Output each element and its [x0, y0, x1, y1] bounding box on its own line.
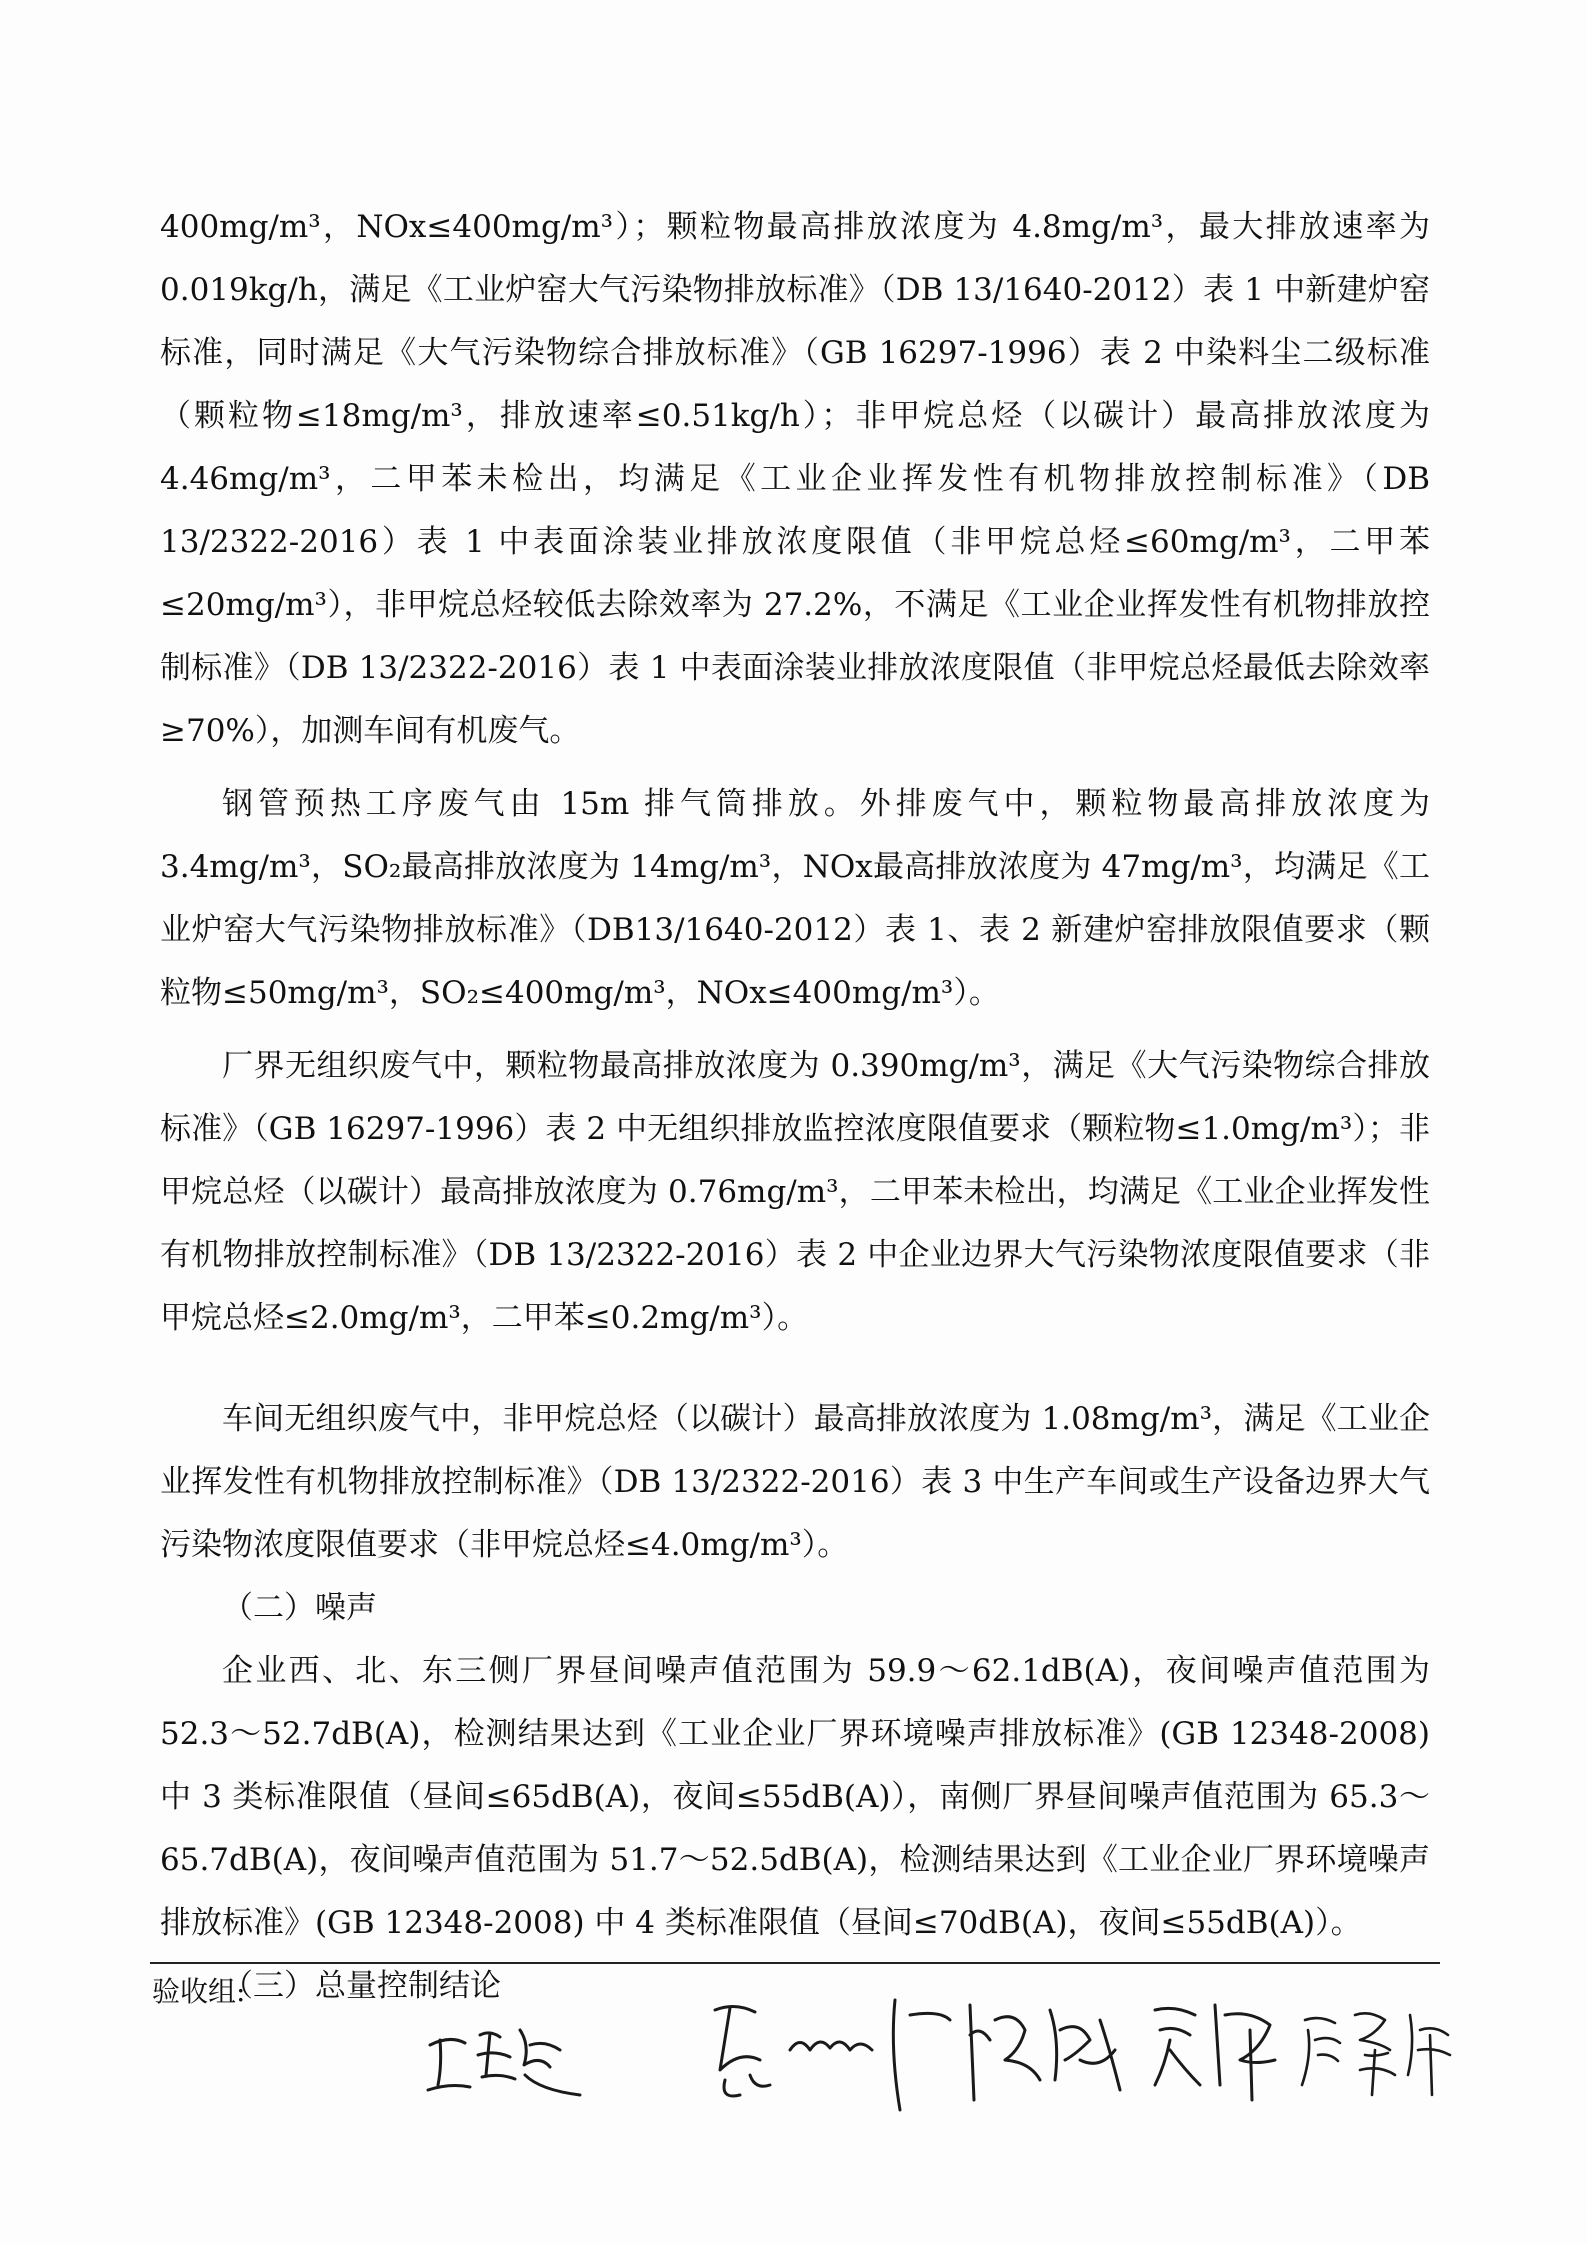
document-body	[160, 196, 1430, 2018]
section-heading-total-control: （三）总量控制结论	[222, 1968, 501, 2004]
signature-2	[700, 1990, 960, 2120]
signature-area	[400, 1985, 1460, 2135]
signature-5	[1290, 1995, 1460, 2105]
paragraph-boundary-fugitive: 厂界无组织废气中，颗粒物最高排放浓度为 0.390mg/m³，满足《大气污染物综合排放标准》（GB 16297-1996）表 2 中无组织排放监控浓度限值要求（颗粒物≤1.0mg/m³）；非甲烷总烃（以碳计）最高排放浓度为 0.76mg/m³，二甲苯未检出，均满足《工业企业挥发性有机物排放控制标准》（DB 13/2322-2016）表 2 中企业边界大气污染物浓度限值要求（非甲烷总烃≤2.0mg/m³，二甲苯≤0.2mg/m³）。	[160, 1048, 1430, 1336]
section-heading-noise: （二）噪声	[222, 1590, 377, 1626]
paragraph-continued: 400mg/m³，NOx≤400mg/m³）；颗粒物最高排放浓度为 4.8mg/m³，最大排放速率为 0.019kg/h，满足《工业炉窑大气污染物排放标准》（DB 13/1640-2012）表 1 中新建炉窑标准，同时满足《大气污染物综合排放标准》（GB 16297-1996）表 2 中染料尘二级标准（颗粒物≤18mg/m³，排放速率≤0.51kg/h）；非甲烷总烃（以碳计）最高排放浓度为 4.46mg/m³，二甲苯未检出，均满足《工业企业挥发性有机物排放控制标准》（DB 13/2322-2016）表 1 中表面涂装业排放浓度限值（非甲烷总烃≤60mg/m³，二甲苯≤20mg/m³），非甲烷总烃较低去除效率为 27.2%，不满足《工业企业挥发性有机物排放控制标准》（DB 13/2322-2016）表 1 中表面涂装业排放浓度限值（非甲烷总烃最低去除效率≥70%），加测车间有机废气。	[160, 209, 1430, 749]
paragraph-noise: 企业西、北、东三侧厂界昼间噪声值范围为 59.9～62.1dB(A)，夜间噪声值范围为 52.3～52.7dB(A)，检测结果达到《工业企业厂界环境噪声排放标准》(GB 12348-2008)中 3 类标准限值（昼间≤65dB(A)，夜间≤55dB(A)），南侧厂界昼间噪声值范围为 65.3～65.7dB(A)，夜间噪声值范围为 51.7～52.5dB(A)，检测结果达到《工业企业厂界环境噪声排放标准》(GB 12348-2008) 中 4 类标准限值（昼间≤70dB(A)，夜间≤55dB(A)）。	[160, 1653, 1430, 1941]
signature-4	[1140, 1990, 1290, 2110]
paragraph-preheat-exhaust: 钢管预热工序废气由 15m 排气筒排放。外排废气中，颗粒物最高排放浓度为 3.4mg/m³，SO₂最高排放浓度为 14mg/m³，NOx最高排放浓度为 47mg/m³，均满足《工业炉窑大气污染物排放标准》（DB13/1640-2012）表 1、表 2 新建炉窑排放限值要求（颗粒物≤50mg/m³，SO₂≤400mg/m³，NOx≤400mg/m³）。	[160, 786, 1430, 1011]
signature-3	[960, 1990, 1130, 2120]
acceptance-group-label: 验收组:	[152, 1975, 246, 2008]
signature-1	[420, 2005, 590, 2115]
paragraph-workshop-fugitive: 车间无组织废气中，非甲烷总烃（以碳计）最高排放浓度为 1.08mg/m³，满足《工业企业挥发性有机物排放控制标准》（DB 13/2322-2016）表 3 中生产车间或生产设备边界大气污染物浓度限值要求（非甲烷总烃≤4.0mg/m³）。	[160, 1401, 1430, 1563]
footer-divider	[150, 1962, 1440, 1964]
